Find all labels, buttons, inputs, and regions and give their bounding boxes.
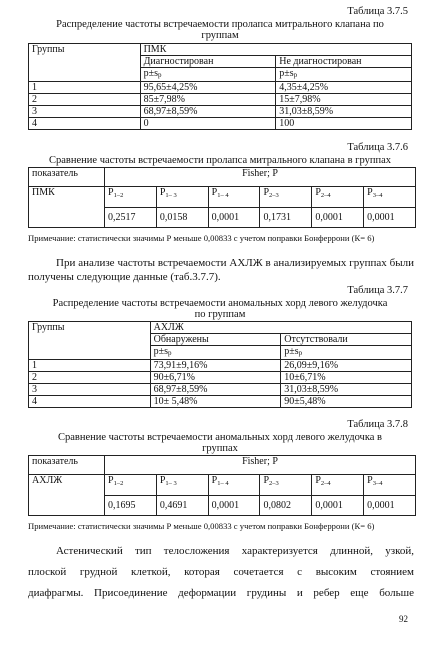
body-paragraph-line: Астенический тип телосложения характеризуется длинной, узкой,: [56, 545, 414, 557]
table-title: Сравнение частоты встречаемости аномальных хорд левого желудочка в группах: [57, 432, 383, 454]
p-label: $P_{1- 4}$: [208, 475, 260, 496]
table-row: 3 68,97±8,59% 31,03±8,59%: [29, 384, 412, 396]
p-value: 0,0001: [312, 495, 364, 516]
column-header: Не диагностирован: [276, 56, 412, 68]
table-3-7-8: [28, 455, 416, 516]
p-label: $P_{1- 4}$: [208, 187, 260, 208]
row-label: ПМК: [29, 187, 105, 228]
subheader: p±sp: [281, 346, 412, 360]
p-value: 0,0001: [208, 207, 260, 228]
table-row: 2 85±7,98% 15±7,98%: [29, 94, 412, 106]
body-paragraph-line: диафрагмы. Присоединение деформации грудины и ребер еще больше: [28, 587, 414, 599]
indicator-header: показатель: [29, 168, 105, 187]
fisher-header: Fisher; P: [105, 456, 416, 475]
table-row: 1 95,65±4,25% 4,35±4,25%: [29, 82, 412, 94]
row-label: АХЛЖ: [29, 475, 105, 516]
page-number: 92: [399, 614, 408, 624]
table-3-7-7: [28, 321, 412, 408]
p-label: $P_{2-3}$: [260, 475, 312, 496]
subheader: p±sp: [150, 346, 281, 360]
p-value: 0,0001: [312, 207, 364, 228]
p-label: $P_{1-2}$: [105, 475, 157, 496]
p-label: $P_{3-4}$: [364, 475, 416, 496]
table-3-7-5: [28, 43, 412, 130]
p-value: 0,0001: [364, 495, 416, 516]
body-paragraph: При анализе частоты встречаемости АХЛЖ в анализируемых группах были получены следующие данные (таб.3.7.7).: [28, 257, 414, 283]
p-label: $P_{1-2}$: [105, 187, 157, 208]
p-value: 0,0802: [260, 495, 312, 516]
subheader: p±sp: [276, 68, 412, 82]
table-label: Таблица 3.7.6: [347, 142, 408, 153]
table-label: Таблица 3.7.8: [347, 419, 408, 430]
groups-header: Группы: [29, 44, 141, 82]
table-note: Примечание: статистически значимы Р меньше 0,00833 с учетом поправки Бонферрони (К= 6): [28, 521, 375, 531]
table-label: Таблица 3.7.7: [347, 285, 408, 296]
p-label: $P_{1- 3}$: [156, 187, 208, 208]
column-header: Диагностирован: [140, 56, 276, 68]
table-row: 1 73,91±9,16% 26,09±9,16%: [29, 360, 412, 372]
p-label: $P_{1- 3}$: [156, 475, 208, 496]
table-row: 4 0 100: [29, 118, 412, 130]
table-title: Распределение частоты встречаемости пролапса митрального клапана по группам: [56, 19, 384, 41]
groups-header: Группы: [29, 322, 151, 360]
p-value: 0,0001: [364, 207, 416, 228]
table-row: 4 10± 5,48% 90±5,48%: [29, 396, 412, 408]
subheader: p±sp: [140, 68, 276, 82]
p-value: 0,4691: [156, 495, 208, 516]
indicator-header: показатель: [29, 456, 105, 475]
p-value: 0,1731: [260, 207, 312, 228]
table-note: Примечание: статистически значимы Р меньше 0,00833 с учетом поправки Бонферрони (К= 6): [28, 233, 375, 243]
p-value: 0,1695: [105, 495, 157, 516]
table-3-7-6: [28, 167, 416, 228]
p-label: $P_{3-4}$: [364, 187, 416, 208]
table-row: 2 90±6,71% 10±6,71%: [29, 372, 412, 384]
p-value: 0,2517: [105, 207, 157, 228]
table-title: Сравнение частоты встречаемости пролапса митрального клапана в группах: [49, 155, 391, 166]
table-title: Распределение частоты встречаемости аномальных хорд левого желудочка по группам: [52, 298, 388, 320]
fisher-header: Fisher; P: [105, 168, 416, 187]
p-label: $P_{2-4}$: [312, 187, 364, 208]
main-header: АХЛЖ: [150, 322, 411, 334]
body-paragraph-line: плоской грудной клеткой, которая сочетается с высоким стоянием: [28, 566, 414, 578]
p-value: 0,0158: [156, 207, 208, 228]
column-header: Отсутствовали: [281, 334, 412, 346]
p-label: $P_{2-4}$: [312, 475, 364, 496]
main-header: ПМК: [140, 44, 411, 56]
p-label: $P_{2-3}$: [260, 187, 312, 208]
table-label: Таблица 3.7.5: [347, 6, 408, 17]
p-value: 0,0001: [208, 495, 260, 516]
column-header: Обнаружены: [150, 334, 281, 346]
table-row: 3 68,97±8,59% 31,03±8,59%: [29, 106, 412, 118]
